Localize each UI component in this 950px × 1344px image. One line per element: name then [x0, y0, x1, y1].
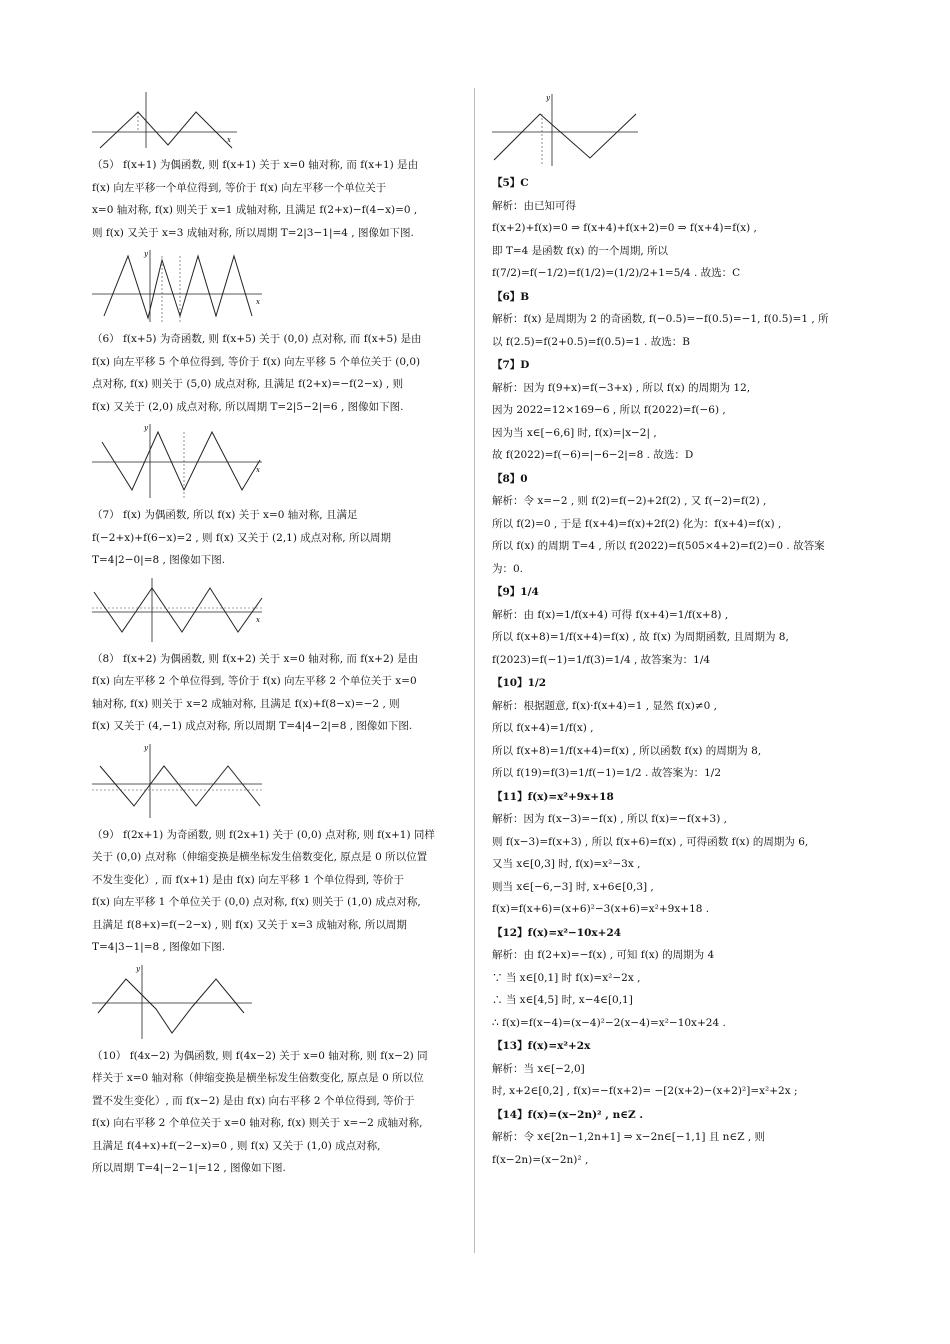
line: （10） f(4x−2) 为偶函数, 则 f(4x−2) 关于 x=0 轴对称, 则 f(x−2) 同	[92, 1049, 428, 1062]
line: 解析：由 f(2+x)=−f(x) , 可知 f(x) 的周期为 4	[492, 949, 715, 961]
answer-7-head: 【7】D	[492, 359, 530, 371]
line: f(x) 又关于 (2,0) 成点对称, 所以周期 T=2|5−2|=6 , 图像如下图.	[92, 400, 404, 413]
line: f(x−2n)=(x−2n)² ,	[492, 1153, 589, 1166]
answer-9-head: 【9】1/4	[492, 586, 539, 598]
answer-11-head: 【11】f(x)=x²+9x+18	[492, 790, 614, 803]
graph-9	[92, 961, 257, 1041]
line: f(x) 向左平移 1 个单位关于 (0,0) 点对称, f(x) 则关于 (1,0) 成点对称,	[92, 896, 421, 908]
answer-10-detail	[92, 1045, 464, 1180]
line: 且满足 f(8+x)=f(−2−x) , 则 f(x) 又关于 x=3 成轴对称, 所以周期	[92, 918, 407, 931]
answer-12-body	[492, 944, 864, 1034]
graph-x-label: x	[256, 466, 260, 474]
line: 置不发生变化）, 而 f(x−2) 是由 f(x) 向右平移 2 个单位得到, 等价于	[92, 1094, 415, 1107]
graph-y-label: y	[144, 743, 148, 752]
line: f(x+2)+f(x)=0 ⇒ f(x+4)+f(x+2)=0 ⇒ f(x+4)=f(x) ,	[492, 222, 757, 234]
answer-14-head: 【14】f(x)=(x−2n)² , n∈Z .	[492, 1108, 644, 1121]
line: 又当 x∈[0,3] 时, f(x)=x²−3x ,	[492, 858, 641, 870]
line: 所以 f(2)=0 , 于是 f(x+4)=f(x)+2f(2) 化为：f(x+4)=f(x) ,	[492, 517, 782, 530]
line: f(x)=f(x+6)=(x+6)²−3(x+6)=x²+9x+18 .	[492, 903, 710, 915]
line: 解析：当 x∈[−2,0]	[492, 1062, 585, 1075]
graph-x-label: x	[227, 136, 231, 144]
line: ∴ 当 x∈[4,5] 时, x−4∈[0,1]	[492, 994, 633, 1006]
right-column	[492, 88, 864, 1171]
answer-7-body	[492, 377, 864, 467]
answer-6-detail	[92, 328, 464, 418]
line: （6） f(x+5) 为奇函数, 则 f(x+5) 关于 (0,0) 点对称, 而 f(x+5) 是由	[92, 333, 422, 345]
line: 关于 (0,0) 点对称（伸缩变换是横坐标发生倍数变化, 原点是 0 所以位置	[92, 851, 428, 863]
graph-y-label: y	[546, 94, 550, 102]
answer-5-detail	[92, 154, 464, 244]
line: ∴ f(x)=f(x−4)=(x−4)²−2(x−4)=x²−10x+24 .	[492, 1016, 726, 1029]
answer-11-body	[492, 808, 864, 921]
graph-5	[92, 246, 267, 324]
line: （5） f(x+1) 为偶函数, 则 f(x+1) 关于 x=0 轴对称, 而 f(x+1) 是由	[92, 159, 419, 171]
line: 所以 f(x+8)=1/f(x+4)=f(x) , 所以函数 f(x) 的周期为 8,	[492, 744, 762, 757]
line: 为：0.	[492, 562, 524, 575]
answer-8-body	[492, 490, 864, 580]
answer-13-head: 【13】f(x)=x²+2x	[492, 1040, 591, 1052]
line: （8） f(x+2) 为偶函数, 则 f(x+2) 关于 x=0 轴对称, 而 f(x+2) 是由	[92, 652, 419, 665]
line: 因为当 x∈[−6,6] 时, f(x)=|x−2| ,	[492, 426, 657, 439]
line: 因为 2022=12×169−6 , 所以 f(2022)=f(−6) ,	[492, 404, 726, 416]
graph-y-label: y	[144, 424, 148, 432]
line: f(x) 又关于 (4,−1) 成点对称, 所以周期 T=4|4−2|=8 , 图像如下图.	[92, 720, 413, 732]
graph-4	[92, 90, 242, 150]
answer-8-head: 【8】0	[492, 472, 528, 485]
line: 所以 f(x+8)=1/f(x+4)=f(x) , 故 f(x) 为周期函数, 且周期为 8,	[492, 631, 789, 643]
line: f(x) 向左平移一个单位得到, 等价于 f(x) 向左平移一个单位关于	[92, 181, 387, 194]
line: 则 f(x) 又关于 x=3 成轴对称, 所以周期 T=2|3−1|=4 , 图像如下图.	[92, 226, 414, 239]
line: 则当 x∈[−6,−3] 时, x+6∈[0,3] ,	[492, 880, 654, 893]
answer-6-head: 【6】B	[492, 290, 530, 303]
line: T=4|2−0|=8 , 图像如下图.	[92, 554, 226, 566]
line: 所以 f(19)=f(3)=1/f(−1)=1/2 . 故答案为：1/2	[492, 767, 722, 779]
answer-9-detail	[92, 824, 464, 959]
line: f(x) 向左平移 2 个单位得到, 等价于 f(x) 向左平移 2 个单位关于 x=0	[92, 675, 417, 687]
line: 所以 f(x+4)=1/f(x) ,	[492, 722, 594, 734]
line: f(2023)=f(−1)=1/f(3)=1/4 , 故答案为：1/4	[492, 653, 711, 666]
line: ∵ 当 x∈[0,1] 时 f(x)=x²−2x ,	[492, 971, 641, 984]
answer-6-body	[492, 308, 864, 353]
line: （7） f(x) 为偶函数, 所以 f(x) 关于 x=0 轴对称, 且满足	[92, 509, 358, 521]
line: 解析：由 f(x)=1/f(x+4) 可得 f(x+4)=1/f(x+8) ,	[492, 608, 729, 621]
answer-10-head: 【10】1/2	[492, 677, 547, 689]
line: 点对称, f(x) 则关于 (5,0) 成点对称, 且满足 f(2+x)=−f(2−x) , 则	[92, 378, 404, 390]
answer-7-detail	[92, 504, 464, 572]
line: 所以周期 T=4|−2−1|=12 , 图像如下图.	[92, 1162, 286, 1174]
line: x=0 轴对称, f(x) 则关于 x=1 成轴对称, 且满足 f(2+x)−f(4−x)=0 ,	[92, 204, 418, 216]
graph-6	[92, 420, 267, 500]
column-divider	[474, 88, 475, 1253]
graph-7	[92, 574, 267, 644]
line: 以 f(2.5)=f(2+0.5)=f(0.5)=1 . 故选：B	[492, 335, 690, 348]
line: 解析：f(x) 是周期为 2 的奇函数, f(−0.5)=−f(0.5)=−1, f(0.5)=1 , 所	[492, 313, 829, 325]
graph-y-label: y	[144, 250, 148, 258]
line: f(x) 向左平移 5 个单位得到, 等价于 f(x) 向左平移 5 个单位关于 (0,0)	[92, 355, 421, 368]
graph-x-label: x	[256, 615, 260, 624]
line: 且满足 f(4+x)+f(−2−x)=0 , 则 f(x) 又关于 (1,0) 成点对称,	[92, 1139, 381, 1152]
graph-y-label: y	[136, 964, 140, 973]
graph-10	[492, 90, 642, 168]
graph-x-label: x	[256, 298, 260, 306]
answer-5-body	[492, 195, 864, 285]
line: f(7/2)=f(−1/2)=f(1/2)=(1/2)/2+1=5/4 . 故选：C	[492, 267, 741, 279]
line: 解析：由已知可得	[492, 199, 576, 212]
line: 解析：令 x=−2 , 则 f(2)=f(−2)+2f(2) , 又 f(−2)=f(2) ,	[492, 495, 767, 507]
line: 时, x+2∈[0,2] , f(x)=−f(x+2)= −[2(x+2)−(x+2)²]=x²+2x ;	[492, 1085, 798, 1097]
line: 轴对称, f(x) 则关于 x=2 成轴对称, 且满足 f(x)+f(8−x)=−2 , 则	[92, 697, 400, 710]
line: 解析：根据题意, f(x)·f(x+4)=1 , 显然 f(x)≠0 ,	[492, 699, 717, 712]
line: T=4|3−1|=8 , 图像如下图.	[92, 941, 226, 953]
line: （9） f(2x+1) 为奇函数, 则 f(2x+1) 关于 (0,0) 点对称, 则 f(x+1) 同样	[92, 828, 435, 841]
line: f(−2+x)+f(6−x)=2 , 则 f(x) 又关于 (2,1) 成点对称, 所以周期	[92, 531, 391, 544]
answer-12-head: 【12】f(x)=x²−10x+24	[492, 926, 622, 939]
line: f(x) 向右平移 2 个单位关于 x=0 轴对称, f(x) 则关于 x=−2 成轴对称,	[92, 1117, 423, 1129]
graph-8	[92, 740, 267, 820]
line: 所以 f(x) 的周期 T=4 , 所以 f(2022)=f(505×4+2)=f(2)=0 . 故答案	[492, 540, 825, 552]
answer-8-detail	[92, 648, 464, 738]
line: 解析：令 x∈[2n−1,2n+1] ⇒ x−2n∈[−1,1] 且 n∈Z , 则	[492, 1131, 766, 1143]
left-column	[92, 88, 464, 1180]
answer-10-body	[492, 695, 864, 785]
answer-13-body	[492, 1058, 864, 1103]
line: 故 f(2022)=f(−6)=|−6−2|=8 . 故选：D	[492, 449, 694, 461]
line: 样关于 x=0 轴对称（伸缩变换是横坐标发生倍数变化, 原点是 0 所以位	[92, 1072, 424, 1084]
line: 即 T=4 是函数 f(x) 的一个周期, 所以	[492, 244, 669, 257]
answer-14-body	[492, 1126, 864, 1171]
line: 不发生变化）, 而 f(x+1) 是由 f(x) 向左平移 1 个单位得到, 等价于	[92, 873, 405, 886]
line: 解析：因为 f(x−3)=−f(x) , 所以 f(x)=−f(x+3) ,	[492, 813, 728, 825]
answer-5-head: 【5】C	[492, 177, 529, 189]
answer-9-body	[492, 604, 864, 672]
line: 则 f(x−3)=f(x+3) , 所以 f(x+6)=f(x) , 可得函数 f(x) 的周期为 6,	[492, 835, 809, 848]
line: 解析：因为 f(9+x)=f(−3+x) , 所以 f(x) 的周期为 12,	[492, 381, 751, 394]
